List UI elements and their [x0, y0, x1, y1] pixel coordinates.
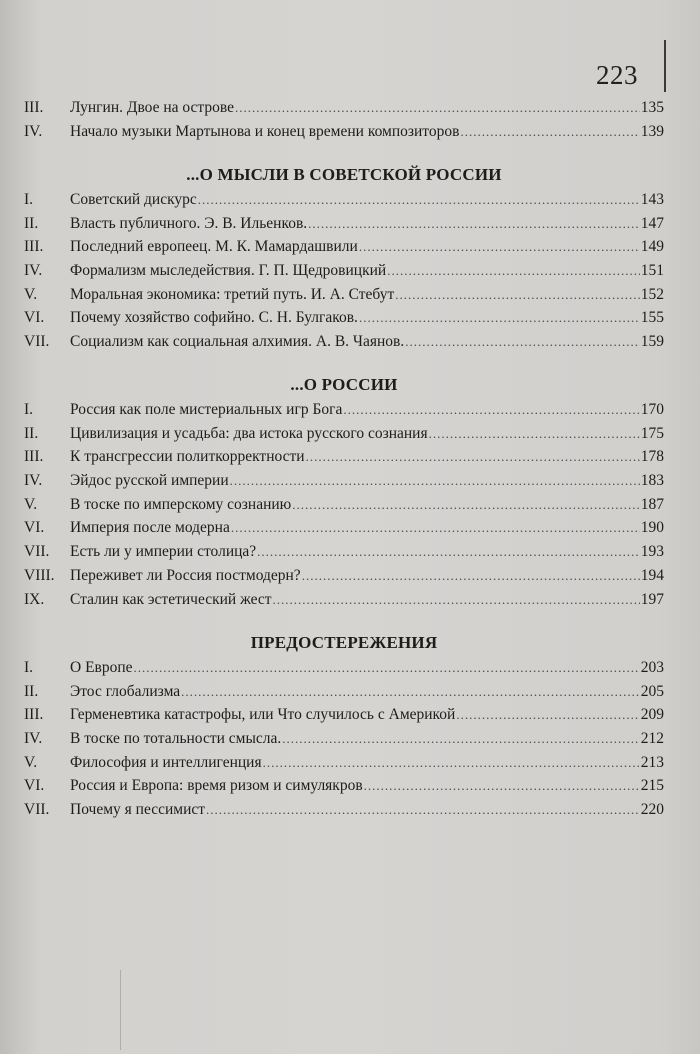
entry-number: II.: [24, 682, 39, 700]
entry-title: В тоске по имперскому сознанию: [70, 495, 292, 513]
dot-leader: [456, 703, 639, 727]
dot-leader: [273, 588, 640, 612]
entry-title: Последний европеец. М. К. Мамардашвили: [70, 238, 358, 256]
entry-page: 183: [640, 472, 664, 490]
dot-leader: [387, 259, 640, 283]
dot-leader: [206, 798, 640, 822]
entry-number: III.: [24, 448, 44, 466]
toc-section: [24, 372, 664, 611]
toc-entry: [24, 564, 664, 588]
entry-number: VI.: [24, 777, 45, 795]
toc-entry: [24, 493, 664, 517]
entry-title: Герменевтика катастрофы, или Что случилось с Америкой: [70, 706, 456, 724]
toc-entry: [24, 751, 664, 775]
toc-entry: [24, 188, 664, 212]
entry-number: IV.: [24, 262, 43, 280]
entry-title: Власть публичного. Э. В. Ильенков.: [70, 214, 308, 232]
entry-page: 170: [640, 401, 664, 418]
entry-number: II.: [24, 424, 39, 442]
entry-number: III.: [24, 706, 44, 724]
toc-entry: [24, 235, 664, 259]
dot-leader: [134, 656, 640, 680]
entry-title: Переживет ли Россия постмодерн?: [70, 566, 301, 584]
entry-number: II.: [24, 214, 39, 232]
dot-leader: [308, 212, 640, 236]
entry-number: V.: [24, 753, 38, 771]
section-heading: ...О МЫСЛИ В СОВЕТСКОЙ РОССИИ: [186, 165, 502, 184]
entry-number: IV.: [24, 472, 43, 490]
entry-title: Есть ли у империи столица?: [70, 543, 257, 561]
section-heading: ...О РОССИИ: [290, 375, 398, 394]
entry-title: Почему я пессимист: [70, 801, 206, 819]
entry-number: I.: [24, 401, 34, 418]
toc-section: [24, 162, 664, 354]
entry-page: 193: [640, 543, 664, 561]
dot-leader: [230, 469, 640, 493]
entry-number: V.: [24, 285, 38, 303]
entry-page: 155: [640, 309, 664, 327]
entry-number: I.: [24, 659, 34, 676]
entry-title: Сталин как эстетический жест: [70, 590, 272, 608]
dot-leader: [302, 564, 640, 588]
toc-entry: [24, 422, 664, 446]
entry-title: Россия как поле мистериальных игр Бога: [70, 401, 343, 418]
entry-number: V.: [24, 495, 38, 513]
entry-title: Этос глобализма: [70, 682, 181, 700]
entry-title: Цивилизация и усадьба: два истока русского сознания: [70, 424, 428, 442]
entry-number: IV.: [24, 730, 43, 748]
entry-number: VI.: [24, 519, 45, 537]
entry-number: VII.: [24, 543, 50, 561]
entry-page: 190: [640, 519, 664, 537]
toc-entry: [24, 516, 664, 540]
entry-title: Философия и интеллигенция: [70, 753, 262, 771]
toc-entry: [24, 656, 664, 680]
entry-number: III.: [24, 99, 44, 116]
entry-title: Моральная экономика: третий путь. И. А. Стебут: [70, 285, 395, 303]
entry-page: 220: [640, 801, 664, 819]
dot-leader: [359, 306, 640, 330]
dot-leader: [263, 751, 640, 775]
dot-leader: [343, 398, 639, 422]
entry-title: Почему хозяйство софийно. С. Н. Булгаков.: [70, 309, 358, 327]
entry-page: 212: [640, 730, 664, 748]
toc-entry: [24, 259, 664, 283]
toc-section: [24, 96, 664, 143]
entry-title: Россия и Европа: время ризом и симулякров: [70, 777, 363, 795]
entry-page: 151: [640, 262, 664, 280]
entry-title: Социализм как социальная алхимия. А. В. Чаянов.: [70, 333, 405, 351]
entry-page: 159: [640, 333, 664, 351]
dot-leader: [364, 774, 640, 798]
entry-number: IV.: [24, 122, 43, 140]
toc-entry: [24, 283, 664, 307]
entry-page: 209: [640, 706, 664, 724]
dot-leader: [292, 493, 639, 517]
page-number: 223: [596, 60, 638, 90]
entry-page: 205: [640, 682, 664, 700]
entry-title: Советский дискурс: [70, 191, 197, 208]
entry-page: 143: [640, 191, 664, 208]
toc-entry: [24, 540, 664, 564]
toc-entry: [24, 469, 664, 493]
entry-number: I.: [24, 191, 34, 208]
entry-title: К трансгрессии политкорректности: [70, 448, 305, 466]
toc-section: [24, 630, 664, 822]
section-heading: ПРЕДОСТЕРЕЖЕНИЯ: [250, 633, 438, 652]
entry-page: 175: [640, 424, 664, 442]
dot-leader: [257, 540, 640, 564]
dot-leader: [395, 283, 640, 307]
toc-entry: [24, 727, 664, 751]
entry-title: Лунгин. Двое на острове: [70, 99, 234, 116]
dot-leader: [429, 422, 640, 446]
toc-entry: [24, 798, 664, 822]
toc-entry: [24, 96, 664, 120]
dot-leader: [198, 188, 640, 212]
entry-number: III.: [24, 238, 44, 256]
dot-leader: [460, 120, 639, 144]
entry-page: 213: [640, 753, 664, 771]
entry-number: VII.: [24, 333, 50, 351]
entry-page: 139: [640, 122, 664, 140]
entry-page: 194: [640, 566, 664, 584]
entry-title: Начало музыки Мартынова и конец времени композиторов: [70, 122, 460, 140]
toc-entry: [24, 703, 664, 727]
toc-entry: [24, 774, 664, 798]
entry-number: VIII.: [24, 566, 55, 584]
gutter-shadow-line: [120, 970, 121, 1050]
entry-number: VI.: [24, 309, 45, 327]
entry-page: 149: [640, 238, 664, 256]
page-number-rule: [664, 40, 666, 92]
entry-number: IX.: [24, 590, 45, 608]
entry-title: О Европе: [70, 659, 133, 676]
entry-page: 135: [640, 99, 664, 116]
entry-page: 178: [640, 448, 664, 466]
entry-title: Формализм мыследействия. Г. П. Щедровицкий: [70, 262, 387, 280]
toc-entry: [24, 445, 664, 469]
dot-leader: [282, 727, 640, 751]
dot-leader: [405, 330, 640, 354]
entry-title: Империя после модерна: [70, 519, 230, 537]
dot-leader: [231, 516, 640, 540]
toc-entry: [24, 306, 664, 330]
dot-leader: [306, 445, 640, 469]
toc-entry: [24, 212, 664, 236]
entry-page: 203: [640, 659, 664, 676]
entry-title: В тоске по тотальности смысла.: [70, 730, 282, 748]
dot-leader: [181, 680, 640, 704]
dot-leader: [359, 235, 640, 259]
entry-title: Эйдос русской империи: [70, 472, 229, 490]
dot-leader: [235, 96, 640, 120]
entry-page: 147: [640, 214, 664, 232]
toc-entry: [24, 588, 664, 612]
entry-page: 187: [640, 495, 664, 513]
toc-entry: [24, 120, 664, 144]
entry-page: 215: [640, 777, 664, 795]
toc-entry: [24, 398, 664, 422]
entry-number: VII.: [24, 801, 50, 819]
toc-entry: [24, 330, 664, 354]
toc-entry: [24, 680, 664, 704]
entry-page: 152: [640, 285, 664, 303]
entry-page: 197: [640, 590, 664, 608]
